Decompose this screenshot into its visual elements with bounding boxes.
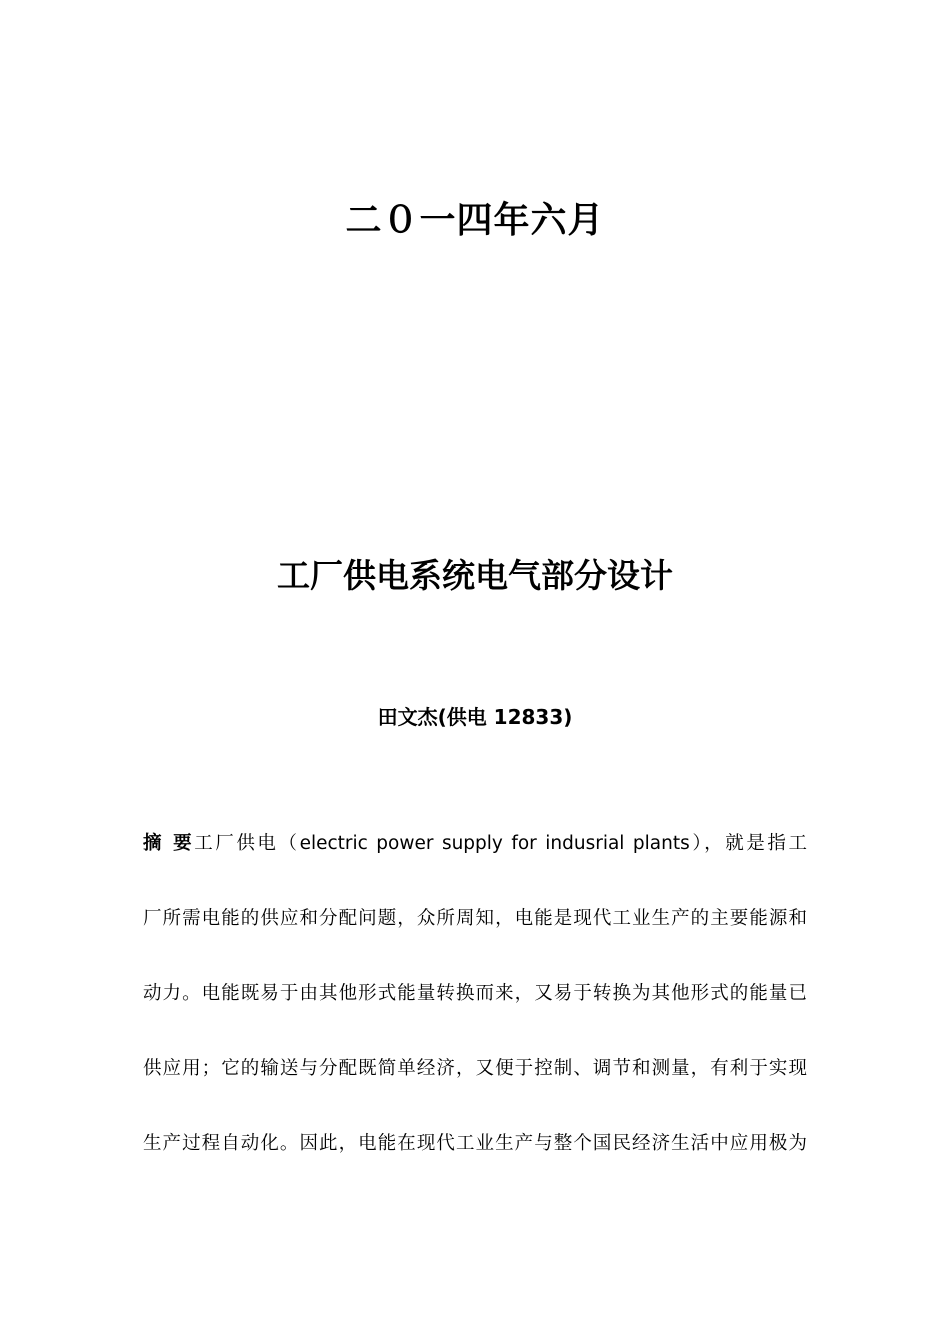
cover-date: 二０一四年六月 xyxy=(345,200,605,241)
abstract-label: 摘 要 xyxy=(143,833,195,854)
author-line: 田文杰(供电 12833) xyxy=(377,705,573,729)
abstract-line: 生产过程自动化。因此，电能在现代工业生产与整个国民经济生活中应用极为 xyxy=(143,1133,807,1154)
abstract-section xyxy=(143,821,807,1196)
abstract-text: 工厂供电（electric power supply for indusrial plants），就是指工 xyxy=(194,833,807,854)
abstract-line: 供应用；它的输送与分配既简单经济，又便于控制、调节和测量，有利于实现 xyxy=(143,1058,807,1079)
document-title: 工厂供电系统电气部分设计 xyxy=(277,556,673,595)
abstract-line: 厂所需电能的供应和分配问题，众所周知，电能是现代工业生产的主要能源和 xyxy=(143,908,807,929)
abstract-line: 动力。电能既易于由其他形式能量转换而来，又易于转换为其他形式的能量已 xyxy=(143,983,807,1004)
abstract-line xyxy=(143,821,807,896)
